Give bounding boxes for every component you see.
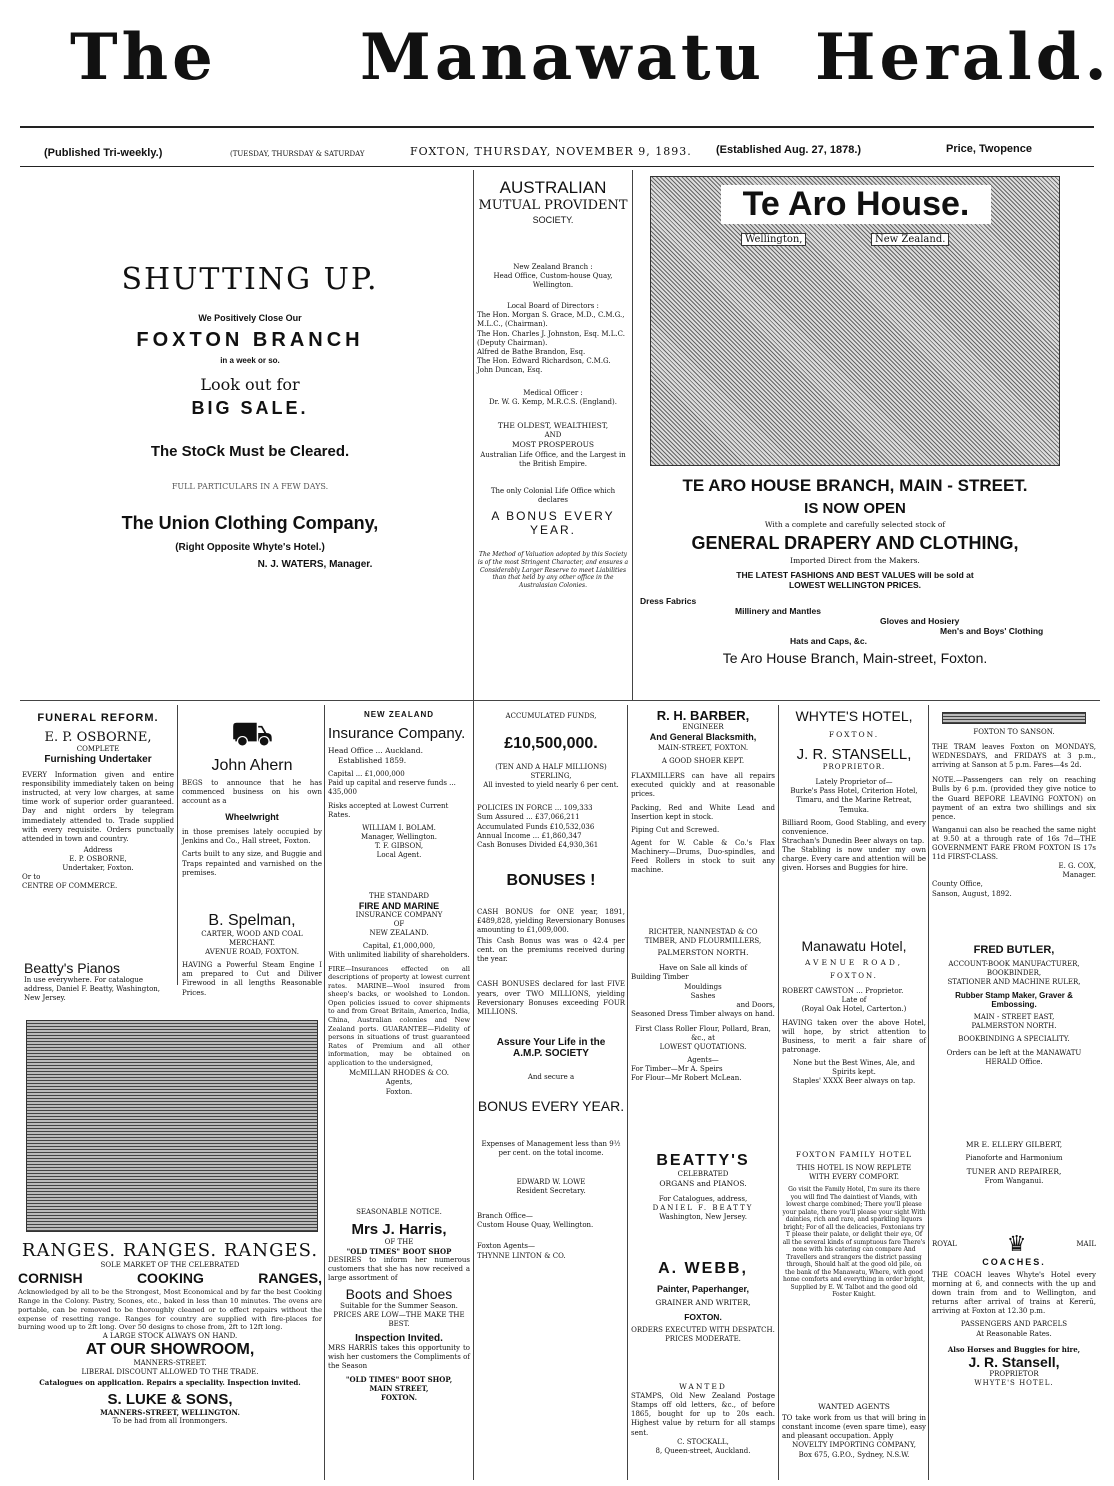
shutting-l4: Look out for	[200, 375, 300, 394]
shutting-title: SHUTTING UP.	[121, 262, 379, 297]
mh-owner: ROBERT CAWSTON ... Proprietor.	[782, 987, 904, 996]
nz-insurance-ad	[328, 710, 470, 860]
beatty2-name: DANIEL F. BEATTY	[652, 1204, 754, 1213]
butler-trade: ACCOUNT-BOOK MANUFACTURER, BOOKBINDER,	[948, 960, 1080, 978]
nzins-local: Local Agent.	[376, 851, 422, 859]
mh-late: Late of	[841, 996, 867, 1005]
shutting-l7: FULL PARTICULARS IN A FEW DAYS.	[171, 482, 329, 491]
barber-eng: ENGINEER	[682, 723, 724, 731]
shutting-l5: BIG SALE.	[191, 398, 309, 418]
amp-colonial: The only Colonial Life Office which	[490, 486, 616, 495]
range-engraving	[26, 1020, 318, 1232]
beatty2-cel: CELEBRATED	[677, 1170, 729, 1178]
standard-mcm: McMILLAN RHODES & CO.	[349, 1069, 449, 1078]
webb-name: A. WEBB,	[658, 1260, 748, 1277]
masthead-the: The	[70, 20, 217, 95]
amp-secure: And secure a	[527, 1072, 575, 1081]
amp-and: AND	[544, 431, 562, 440]
amp-board: Local Board of Directors :	[507, 302, 599, 311]
ahern-name: John Ahern	[211, 757, 293, 774]
ranges-luke: S. LUKE & SONS,	[107, 1390, 233, 1408]
column-rule	[177, 705, 178, 985]
butler-addr: MAIN - STREET EAST,	[973, 1013, 1055, 1022]
shutting-l2: FOXTON BRANCH	[136, 329, 364, 351]
whyte-billiard: Billiard Room, Good Stabling, and every convenience.	[782, 818, 926, 836]
te-aro-i1: Dress Fabrics	[640, 596, 697, 607]
ranges-cornish: CORNISH	[18, 1270, 83, 1287]
harris-shop: "OLD TIMES" BOOT SHOP	[346, 1247, 452, 1257]
shutting-l8: The Union Clothing Company,	[121, 513, 379, 533]
standard-body: FIRE—Insurances effected on all descriptions of property at lowest current rates. MARINE—Wool insured from sheep's backs, or woolshed to London. Open policies issued to cover shipments to and from Great Britain, America, India, China, Australian colonies and New Zealand ports. GUARANTEE—Fidelity of persons in situations of trust guaranteed Rates of Premium and all other information, may be obtained on application to the undersigned,	[328, 964, 470, 1067]
te-aro-i5: Hats and Caps, &c.	[790, 636, 867, 647]
te-aro-i2: Millinery and Mantles	[735, 606, 821, 617]
amp-expenses: Expenses of Management less than 9½ per cent. on the total income.	[481, 1139, 621, 1157]
barber-body: FLAXMILLERS can have all repairs executed quickly and at reasonable prices.	[631, 772, 775, 799]
funeral-complete: COMPLETE	[76, 745, 120, 753]
mh-road: AVENUE ROAD,	[804, 958, 904, 967]
amp-amount: £10,500,000.	[504, 735, 598, 753]
tram-date: Sanson, August, 1892.	[932, 889, 1012, 898]
coaches-ad	[932, 1232, 1096, 1388]
barber-pack: Packing, Red and White Lead and Insertion kept in stock.	[631, 803, 775, 821]
amp-d5: John Duncan, Esq.	[477, 365, 543, 374]
richter-flourag: For Flour—Mr Robert McLean.	[631, 1074, 742, 1083]
barber-agent: Agent for W. Cable & Co.'s Flax Machinery—Drums, Duo-spindles, and Feed Rollers in stock to suit any machine.	[631, 838, 775, 875]
beatty-organs-ad	[631, 1152, 775, 1223]
butler-trade2: STATIONER AND MACHINE RULER,	[947, 978, 1081, 987]
amp-oldest: THE OLDEST, WEALTHIEST,	[497, 421, 609, 431]
amp-invested: All invested to yield nearly 6 per cent.	[483, 781, 619, 790]
dateline-published: (Published Tri-weekly.)	[44, 147, 163, 159]
column-rule	[627, 705, 628, 1480]
wanted-body: STAMPS, Old New Zealand Postage Stamps off old letters, &c., of before 1865, bought for up to 20s each. Highest value by return for all stamps sent.	[631, 1392, 775, 1437]
funeral-addr3: Undertaker, Foxton.	[62, 864, 134, 873]
richter-ad	[631, 928, 775, 1083]
standard-ins: INSURANCE COMPANY	[355, 911, 443, 920]
richter-seasoned: Seasoned Dress Timber always on hand.	[631, 1009, 775, 1018]
harris-notice: SEASONABLE NOTICE.	[356, 1208, 442, 1216]
coaches-rates: At Reasonable Rates.	[976, 1329, 1052, 1338]
gilbert-name: MR E. ELLERY GILBERT,	[965, 1140, 1063, 1149]
amp-funds: ACCUMULATED FUNDS,	[505, 712, 597, 720]
mh-royal: (Royal Oak Hotel, Carterton.)	[801, 1005, 907, 1014]
barber-shop: A GOOD SHOER KEPT.	[661, 757, 745, 766]
column-rule	[324, 705, 325, 1480]
harris-suit: Suitable for the Summer Season.	[340, 1301, 458, 1310]
coaches-horses: Also Horses and Buggies for hire,	[947, 1344, 1081, 1354]
webb-orders: ORDERS EXECUTED WITH DESPATCH.	[631, 1326, 775, 1335]
standard-hdr: THE STANDARD	[369, 892, 429, 900]
beatty2-cat: For Catalogues, address,	[658, 1195, 748, 1204]
fh-replete: THIS HOTEL IS NOW REPLETE	[796, 1164, 912, 1173]
richter-place: PALMERSTON NORTH.	[657, 948, 749, 958]
te-aro-i4: Men's and Boys' Clothing	[940, 626, 1044, 637]
mh-none: None but the Best Wines, Ale, and Spirits kept.	[793, 1058, 915, 1076]
column-rule	[928, 705, 929, 1480]
ahern-ad	[182, 712, 322, 878]
richter-trade: TIMBER, AND FLOURMILLERS,	[644, 937, 762, 946]
manawatu-hotel-ad	[782, 938, 926, 1086]
gilbert-tuner: TUNER AND REPAIRER,	[966, 1167, 1062, 1177]
mh-name: Manawatu Hotel,	[801, 938, 907, 954]
standard-cap: Capital, £1,000,000,	[362, 942, 436, 951]
funeral-fu: Furnishing Undertaker	[44, 754, 152, 766]
nzins-title: Insurance Company.	[328, 725, 466, 742]
nzins-bolam: WILLIAM I. BOLAM.	[362, 823, 436, 832]
butler-name: FRED BUTLER,	[973, 944, 1055, 956]
fh-name: FOXTON FAMILY HOTEL	[795, 1150, 913, 1159]
whyte-foxton: FOXTON.	[828, 730, 880, 739]
webb-foxton: FOXTON.	[684, 1312, 722, 1323]
agents-title: WANTED AGENTS	[818, 1402, 890, 1411]
nzins-paid: Paid up capital and reserve funds ... 435,000	[328, 779, 456, 797]
section-rule	[20, 700, 1100, 701]
te-aro-h2: IS NOW OPEN	[804, 500, 906, 517]
te-aro-i3: Gloves and Hosiery	[880, 616, 960, 627]
standard-nz: NEW ZEALAND.	[369, 929, 429, 938]
amp-amountwords: (TEN AND A HALF MILLIONS)	[495, 763, 607, 772]
amp-agents2: THYNNE LINTON & CO.	[477, 1251, 566, 1260]
te-aro-nz: New Zealand.	[871, 233, 949, 246]
harris-prices: PRICES ARE LOW—THE MAKE THE BEST.	[333, 1310, 465, 1328]
gilbert-from: From Wanganui.	[984, 1177, 1044, 1186]
barber-name: R. H. BARBER,	[656, 708, 750, 723]
amp-bonus1: A BONUS EVERY	[491, 508, 615, 523]
coaches-header	[932, 1232, 1096, 1257]
richter-doors: and Doors,	[736, 1000, 775, 1009]
amp-declares: declares	[537, 495, 569, 504]
column-rule	[473, 170, 474, 1480]
amp-sterling: STERLING,	[530, 772, 572, 781]
standard-of: OF	[393, 920, 405, 929]
masthead-manawatu: Manawatu	[360, 20, 765, 95]
harris-of: OF THE	[384, 1238, 414, 1247]
ranges-manners: MANNERS-STREET.	[133, 1359, 207, 1368]
nzins-cap: Capital ... £1,000,000	[328, 770, 405, 779]
beatty2-organs: ORGANS and PIANOS.	[659, 1179, 747, 1189]
nzins-mgr: Manager, Wellington.	[361, 832, 437, 841]
amp-bo2: Custom House Quay, Wellington.	[477, 1221, 594, 1230]
amp-policies: POLICIES IN FORCE ... 109,333	[477, 804, 593, 813]
ahern-wheel: Wheelwright	[225, 812, 279, 823]
nzins-est: Established 1859.	[338, 756, 407, 766]
amp-lowe: EDWARD W. LOWE	[516, 1178, 586, 1187]
harris-foot3: FOXTON.	[380, 1393, 418, 1403]
ranges-had: To be had from all Ironmongers.	[112, 1416, 228, 1425]
barber-ad	[631, 708, 775, 875]
harris-body: DESIRES to inform her numerous customers that she has now received a large assortment of	[328, 1256, 470, 1283]
tram-wanganui: Wanganui can also be reached the same night at 9.50 at a through rate of 16s 7d—THE GOVERNMENT FARE FROM FOXTON IS 17s 11d FIRST-CLASS.	[932, 825, 1096, 862]
amp-cb3: CASH BONUSES declared for last FIVE years, over TWO MILLIONS, yielding Reversionary Bonuses exceeding FOUR MILLIONS.	[477, 980, 625, 1016]
amp-bonus2: YEAR.	[529, 522, 576, 537]
ranges-rng: RANGES,	[258, 1270, 322, 1287]
amp-t2: MUTUAL PROVIDENT	[478, 198, 628, 213]
spelman-name: B. Spelman,	[208, 912, 296, 929]
shutting-up-ad	[30, 262, 470, 570]
ranges-sole: SOLE MARKET OF THE CELEBRATED	[100, 1261, 240, 1269]
amp-medname: Dr. W. G. Kemp, M.R.C.S. (England).	[488, 398, 617, 407]
amp-assure2: A.M.P. SOCIETY	[513, 1047, 589, 1059]
shutting-l10: N. J. WATERS, Manager.	[257, 559, 373, 570]
tram-engraving	[942, 712, 1086, 724]
te-aro-h4: GENERAL DRAPERY AND CLOTHING,	[691, 533, 1019, 554]
spelman-addr: AVENUE ROAD, FOXTON.	[205, 948, 299, 957]
dateline-established: (Established Aug. 27, 1878.)	[716, 144, 862, 156]
coaches-mail: MAIL	[1076, 1239, 1096, 1248]
butler-book: BOOKBINDING A SPECIALITY.	[958, 1035, 1070, 1044]
te-aro-engraving	[650, 176, 1060, 466]
richter-have: Have on Sale all kinds of	[658, 964, 748, 973]
te-aro-title: Te Aro House.	[721, 185, 991, 224]
spelman-trade: CARTER, WOOD AND COAL MERCHANT.	[201, 930, 303, 948]
mh-staples: Staples' XXXX Beer always on tap.	[792, 1077, 916, 1086]
coaches-royal: ROYAL	[932, 1239, 957, 1248]
ranges-title: RANGES. RANGES. RANGES.	[21, 1240, 319, 1261]
tram-note: NOTE.—Passengers can rely on reaching Bulls by 6 p.m. (provided they give notice to the Guard BEFORE LEAVING FOXTON) on payment of an extra two shillings and six pence.	[932, 776, 1096, 821]
ranges-cooking: COOKING	[136, 1270, 204, 1287]
richter-name: RICHTER, NANNESTAD & CO	[648, 928, 758, 936]
amp-cash: Cash Bonuses Divided £4,930,361	[477, 840, 599, 849]
richter-mould: Mouldings	[684, 982, 722, 991]
ranges-cornish-row	[18, 1270, 322, 1286]
coaches-name: J. R. Stansell,	[968, 1353, 1060, 1370]
whytes-hotel-ad	[782, 708, 926, 873]
harris-body2: MRS HARRIS takes this opportunity to wish her customers the Compliments of the Season	[328, 1343, 470, 1371]
amp-assure1: Assure Your Life in the	[496, 1036, 606, 1048]
whyte-prop: PROPRIETOR.	[822, 763, 886, 772]
spelman-body: HAVING a Powerful Steam Engine I am prepared to Cut and Diliver Firewood in all lengths Reasonable Prices.	[182, 961, 322, 997]
gilbert-piano: Pianoforte and Harmonium	[965, 1154, 1063, 1163]
richter-timber: For Timber—Mr A. Speirs	[631, 1065, 723, 1074]
buggy-icon: ⛟	[230, 714, 274, 754]
te-aro-footer: Te Aro House Branch, Main-street, Foxton.	[722, 650, 988, 667]
amp-d1: The Hon. Morgan S. Grace, M.D., C.M.G., M.L.C., (Chairman).	[477, 311, 625, 329]
beatty2-place: Washington, New Jersey.	[659, 1213, 747, 1222]
coaches-pass: PASSENGERS AND PARCELS	[960, 1320, 1068, 1329]
amp-sum: Sum Assured ... £37,066,211	[477, 813, 580, 822]
funeral-name: E. P. OSBORNE,	[44, 730, 152, 745]
shutting-l3: in a week or so.	[220, 356, 280, 365]
te-aro-h1: TE ARO HOUSE BRANCH, MAIN - STREET.	[682, 476, 1028, 495]
butler-rubber: Rubber Stamp Maker, Graver & Embossing.	[955, 991, 1073, 1010]
barber-pipe: Piping Cut and Screwed.	[631, 825, 720, 834]
harris-ad	[328, 1208, 470, 1402]
funeral-addr2: E. P. OSBORNE,	[69, 854, 127, 863]
ranges-body: Acknowledged by all to be the Strongest, Most Economical and by far the best Cooking Range in the Colony. Pastry, Scones, etc., baked in less than 10 minutes. The ovens are portable, can be removed to be thoroughly cleaned or to effect repairs without the expense of resetting range. Ranges for country are supplied with fire-places for burning wood up to 2ft long. Over 50 designs to chose from, 2ft to 12ft long.	[18, 1288, 322, 1332]
webb-ad	[631, 1260, 775, 1344]
richter-lowest: LOWEST QUOTATIONS.	[659, 1043, 747, 1052]
amp-cb2: This Cash Bonus was was o 42.4 per cent. on the premiums received during the year.	[477, 937, 625, 964]
tram-body: THE TRAM leaves Foxton on MONDAYS, WEDNESDAYS, and FRIDAYS at 3 p.m., arriving at Sanson at 5 p.m. Fares—4s 2d.	[932, 743, 1096, 770]
family-hotel-ad	[782, 1150, 926, 1299]
beatty-pianos-ad	[24, 960, 174, 1003]
amp-office: Head Office, Custom-house Quay, Wellington.	[493, 272, 613, 290]
nzins-head: Head Office ... Auckland.	[328, 746, 423, 755]
wanted-name: C. STOCKALL,	[677, 1437, 729, 1446]
te-aro-h3: With a complete and carefully selected stock of	[764, 520, 946, 529]
amp-bonuses: BONUSES !	[506, 871, 596, 889]
fh-comfort: WITH EVERY COMFORT.	[808, 1173, 899, 1182]
tram-office: County Office,	[932, 880, 983, 889]
dateline-rule	[20, 166, 1094, 167]
amp-bo: Branch Office—	[477, 1212, 533, 1221]
te-aro-h6: THE LATEST FASHIONS AND BEST VALUES will be sold at	[736, 570, 974, 581]
richter-agents: Agents—	[687, 1056, 719, 1065]
amp-income: Annual Income ... £1,860,347	[477, 831, 582, 840]
dateline-date: FOXTON, THURSDAY, NOVEMBER 9, 1893.	[410, 145, 692, 158]
standard-fire: FIRE AND MARINE	[358, 901, 440, 912]
richter-flour: First Class Roller Flour, Pollard, Bran, &c., at	[635, 1024, 771, 1042]
amp-agents: Foxton Agents—	[477, 1242, 535, 1251]
amp-bonusyear: BONUS EVERY YEAR.	[477, 1097, 625, 1114]
coaches-prop: PROPRIETOR	[989, 1369, 1039, 1378]
shutting-l6: The StoCk Must be Cleared.	[150, 443, 350, 460]
agents-body: TO take work from us that will bring in constant income (even spare time), easy and pleasant occupation. Apply	[782, 1414, 926, 1441]
nzins-gibson: T. F. GIBSON,	[374, 841, 424, 850]
butler-orders: Orders can be left at the MANAWATU HERALD Office.	[946, 1048, 1082, 1066]
beatty1-title: Beatty's Pianos	[24, 960, 121, 976]
amp-ad-top	[477, 178, 629, 590]
coaches-title: COACHES.	[982, 1257, 1046, 1267]
amp-d4: The Hon. Edward Richardson, C.M.G.	[477, 356, 611, 365]
ranges-cat: Catalogues on application. Repairs a speciality. Inspection invited.	[39, 1377, 301, 1387]
ahern-body2: in those premises lately occupied by Jenkins and Co., Hall street, Foxton.	[182, 828, 322, 846]
ranges-ad	[18, 1240, 322, 1426]
shutting-l1: We Positively Close Our	[198, 313, 302, 323]
mh-foxton: FOXTON.	[830, 972, 878, 981]
funeral-ad	[22, 712, 174, 891]
whyte-jrs: J. R. STANSELL,	[796, 746, 912, 764]
column-rule	[632, 170, 633, 700]
whyte-name: WHYTE'S HOTEL,	[795, 708, 913, 724]
standard-foxton: Foxton.	[385, 1087, 413, 1096]
harris-name: Mrs J. Harris,	[351, 1221, 447, 1239]
funeral-or: Or to	[22, 873, 41, 882]
te-aro-ad	[640, 176, 1098, 666]
ranges-liberal: LIBERAL DISCOUNT ALLOWED TO THE TRADE.	[81, 1368, 259, 1377]
mh-body: HAVING taken over the above Hotel, will hope, by strict attention to Business, to merit a fair share of patronage.	[782, 1018, 926, 1054]
te-aro-h5: Imported Direct from the Makers.	[790, 556, 920, 566]
coaches-hotel: WHYTE'S HOTEL.	[974, 1378, 1054, 1387]
wanted-stamps-ad	[631, 1382, 775, 1456]
te-aro-wellington: Wellington,	[741, 233, 806, 246]
ahern-body3: Carts built to any size, and Buggie and Traps repainted and varnished on the premises.	[182, 850, 322, 877]
gilbert-ad	[932, 1140, 1096, 1186]
standard-agents: Agents,	[385, 1078, 413, 1087]
nzins-risks: Risks accepted at Lowest Current Rates.	[328, 801, 449, 819]
amp-t3: SOCIETY.	[532, 215, 574, 225]
richter-build: Building Timber	[631, 973, 689, 982]
funeral-title: FUNERAL REFORM.	[37, 712, 159, 724]
nzins-hdr: NEW ZEALAND	[363, 710, 435, 719]
amp-largest: Australian Life Office, and the Largest in the British Empire.	[480, 450, 626, 468]
amp-sec: Resident Secretary.	[516, 1187, 586, 1196]
beatty1-body: In use everywhere. For catalogue address, Daniel F. Beatty, Washington, New Jersey.	[24, 976, 161, 1003]
harris-boots: Boots and Shoes	[345, 1285, 453, 1302]
funeral-addr: Address	[83, 845, 113, 854]
whyte-stout: Strachan's Dunedin Beer always on tap.	[782, 836, 925, 845]
amp-method: The Method of Valuation adopted by this Society is of the most Stringent Character, and ensures a Considerably Larger Reserve to meet Liabilities than that held by any other office in the Australasian Colonies.	[477, 550, 629, 590]
spelman-ad	[182, 912, 322, 998]
standard-ad	[328, 892, 470, 1097]
harris-foot2: MAIN STREET,	[369, 1384, 429, 1394]
ranges-stock: A LARGE STOCK ALWAYS ON HAND.	[102, 1332, 238, 1341]
amp-branch: New Zealand Branch :	[513, 263, 593, 271]
webb-trade2: GRAINER AND WRITER,	[655, 1298, 751, 1307]
butler-place: PALMERSTON NORTH.	[971, 1022, 1057, 1031]
agents-box: Box 675, G.P.O., Sydney, N.S.W.	[798, 1450, 910, 1459]
coaches-body: THE COACH leaves Whyte's Hotel every morning at 6, and connects with the up and down train from and to Wellington, and returns after arrival of trains at Kererū, arriving at Foxton at 12.30 p.m.	[932, 1271, 1096, 1316]
fh-body: Go visit the Family Hotel, I'm sure its there you will find The daintiest of Viands, with lowest charge combined; There you'll please your palate, there you'll please your sight With dainties, rich and rare, and sparkling liquors bright; For of all the delicacies, Foxtonians try T please their palate, or delight their eye, Of all the several kinds of sumptuous fare There's none with his catering can compare And Travellers and strangers the district passing through, Should halt at the good old pile, on the bank of the Manawatu, Where, with good home comforts and everything in order bright, Supplied by E. W. Talbot and the good old Foster Knight.	[782, 1186, 926, 1299]
masthead-herald: Herald.	[815, 20, 1111, 95]
wanted-addr: 8, Queen-street, Auckland.	[655, 1446, 751, 1455]
funeral-centre: CENTRE OF COMMERCE.	[22, 882, 118, 891]
wanted-agents-ad	[782, 1402, 926, 1460]
amp-prosperous: MOST PROSPEROUS	[511, 440, 595, 450]
harris-insp: Inspection Invited.	[355, 1332, 443, 1344]
webb-trade: Painter, Paperhanger,	[656, 1284, 750, 1294]
amp-cb1: CASH BONUS for ONE year, 1891, £489,828, yielding Reversionary Bonuses amounting to £1,009,000.	[477, 907, 625, 935]
amp-d3: Alfred de Bathe Brandon, Esq.	[477, 347, 586, 356]
dateline-price: Price, Twopence	[946, 143, 1032, 155]
tram-ad	[932, 712, 1096, 899]
tram-mgr: Manager.	[1062, 871, 1096, 880]
butler-ad	[932, 944, 1096, 1067]
shutting-l9: (Right Opposite Whyte's Hotel.)	[175, 542, 325, 553]
whyte-late: Lately Proprietor of—	[815, 778, 893, 787]
masthead-rule	[20, 126, 1094, 128]
richter-sashes: Sashes	[690, 991, 716, 1000]
funeral-body: EVERY Information given and entire responsibility immediately taken on being instructed, at very low charges, at same time work of superior order guaranteed. Day and night orders by telegram immediately attended to. Trade supplied with every requisite. Orders punctually attended in town and country.	[22, 771, 174, 843]
agents-novelty: NOVELTY IMPORTING COMPANY,	[792, 1441, 916, 1450]
amp-t1: AUSTRALIAN	[499, 178, 607, 197]
beatty2-title: BEATTY'S	[656, 1152, 750, 1169]
column-rule	[778, 705, 779, 1480]
webb-prices: PRICES MODERATE.	[665, 1335, 741, 1344]
ahern-body: BEGS to announce that he has commenced business on his own account as a	[182, 779, 322, 806]
tram-cox: E. G. COX,	[1058, 862, 1096, 871]
tram-hdr: FOXTON TO SANSON.	[973, 728, 1055, 736]
barber-black: And General Blacksmith,	[649, 732, 757, 743]
whyte-body: Burke's Pass Hotel, Criterion Hotel, Timaru, and the Marine Retreat, Temuka.	[790, 787, 918, 814]
ranges-addr: MANNERS-STREET, WELLINGTON.	[100, 1407, 240, 1417]
harris-foot1: "OLD TIMES" BOOT SHOP,	[345, 1375, 453, 1385]
crest-icon: ♛	[1006, 1232, 1027, 1257]
amp-accum: Accumulated Funds £10,532,036	[477, 822, 595, 831]
amp-d2: The Hon. Charles J. Johnston, Esq. M.L.C. (Deputy Chairman).	[477, 329, 625, 347]
whyte-stable: The Stabling is now under my own charge. Every care and attention will be given. Horses and Buggies for hire.	[782, 845, 926, 873]
amp-med: Medical Officer :	[523, 389, 583, 398]
standard-unlimited: With unlimited liability of shareholders.	[328, 951, 470, 960]
amp-ad-bottom	[477, 712, 625, 1261]
ranges-showroom: AT OUR SHOWROOM,	[85, 1341, 255, 1359]
barber-main: MAIN-STREET, FOXTON.	[657, 744, 749, 753]
dateline-days: (TUESDAY, THURSDAY & SATURDAY	[230, 150, 365, 158]
te-aro-h7: LOWEST WELLINGTON PRICES.	[788, 580, 922, 591]
wanted-title: WANTED	[679, 1382, 727, 1391]
